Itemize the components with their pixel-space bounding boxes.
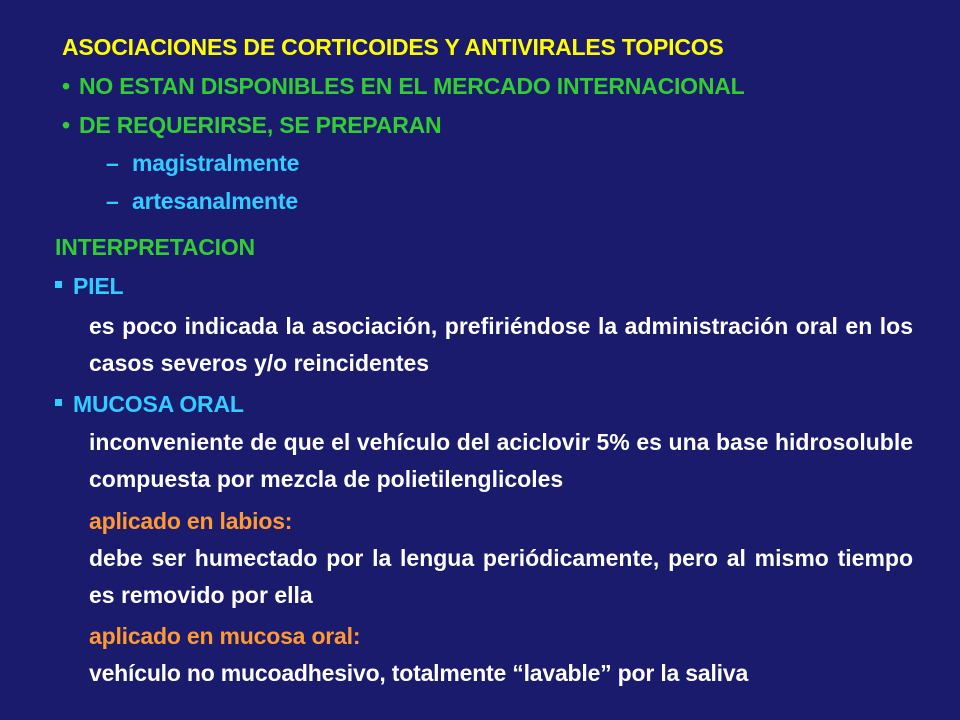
interpretation-title: INTERPRETACION (55, 234, 255, 260)
labios-label: aplicado en labios: (89, 508, 293, 534)
piel-text: es poco indicada la asociación, prefiriéndose la administración oral en los casos severos y/o reincidentes (89, 313, 913, 376)
sub-item-text: artesanalmente (132, 188, 298, 214)
sub-item (106, 148, 299, 178)
slide-heading: ASOCIACIONES DE CORTICOIDES Y ANTIVIRALES TOPICOS (62, 34, 724, 60)
bullet-text: NO ESTAN DISPONIBLES EN EL MERCADO INTERNACIONAL (79, 73, 745, 99)
square-bullet-icon (55, 399, 62, 406)
dash-icon: – (106, 188, 119, 214)
mucosa-text: inconveniente de que el vehículo del aciclovir 5% es una base hidrosoluble compuesta por mezcla de polietilenglicoles (89, 429, 913, 492)
bullet-item (62, 71, 745, 101)
oral-text: vehículo no mucoadhesivo, totalmente “lavable” por la saliva (89, 660, 749, 686)
section-title-text: MUCOSA ORAL (73, 391, 244, 417)
oral-label: aplicado en mucosa oral: (89, 623, 361, 649)
sub-item-text: magistralmente (132, 150, 300, 176)
bullet-dot-icon: • (62, 112, 70, 138)
bullet-item (62, 110, 441, 140)
section-mucosa-title (55, 389, 244, 419)
bullet-dot-icon: • (62, 73, 70, 99)
bullet-text: DE REQUERIRSE, SE PREPARAN (79, 112, 442, 138)
square-bullet-icon (55, 281, 62, 288)
labios-text: debe ser humectado por la lengua periódicamente, pero al mismo tiempo es removido por ella (89, 545, 913, 608)
sub-item (106, 186, 298, 216)
section-piel-title (55, 271, 123, 301)
dash-icon: – (106, 150, 119, 176)
section-title-text: PIEL (73, 273, 124, 299)
